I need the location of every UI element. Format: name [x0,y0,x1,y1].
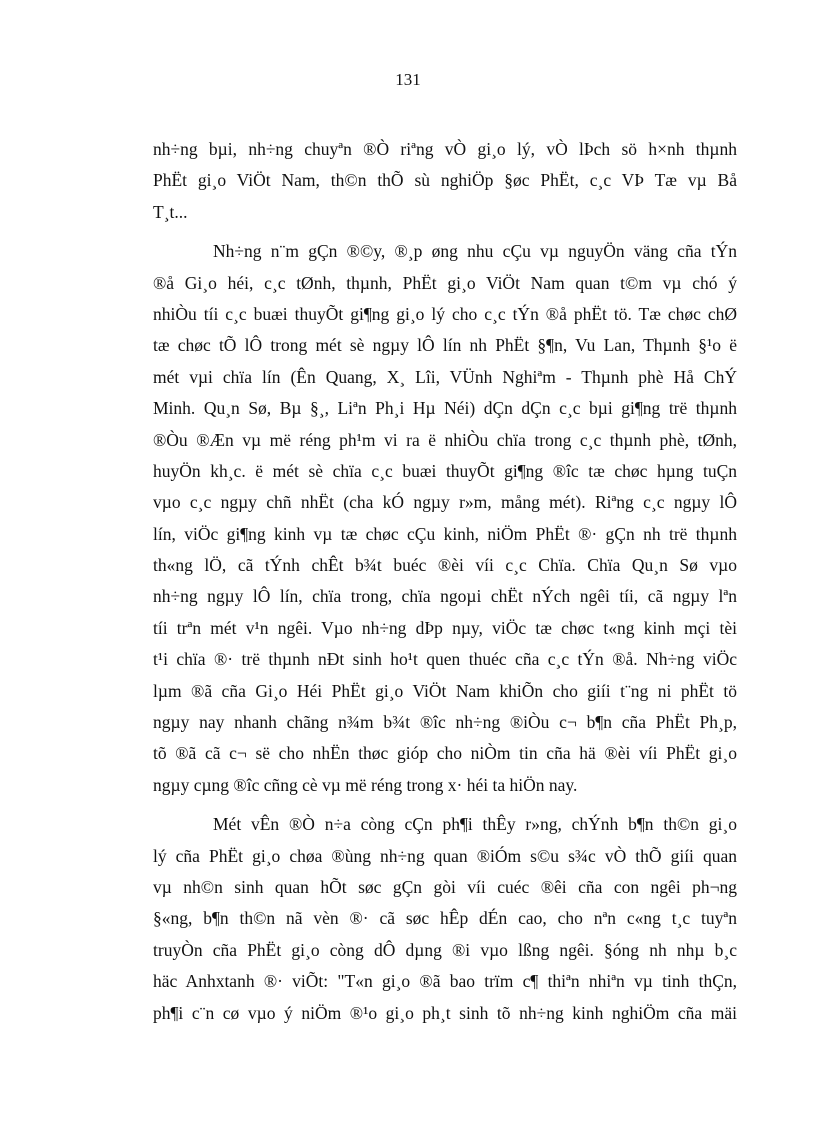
text-line: nh÷ng ngµy lÔ lín, chïa trong, chïa ngoµi chËt nÝch ngêi tíi, cã ngµy lªn [153,586,737,607]
text-line: th«ng lÖ, cã tÝnh chÊt b¾t buéc ®èi víi c¸c Chïa. Chïa Qu¸n Sø vµo [153,555,737,576]
page-number: 131 [395,70,421,89]
text-line: ngµy nay nhanh chãng n¾m b¾t ®îc nh÷ng ®iÒu c¬ b¶n cña PhËt Ph¸p, [153,712,737,733]
text-line: truyÒn cña PhËt gi¸o còng dÔ dµng ®i vµo lßng ngêi. §óng nh nhµ b¸c [153,939,737,960]
text-line: Minh. Qu¸n Sø, Bµ §¸, Liªn Ph¸i Hµ Néi) dÇn dÇn c¸c bµi gi¶ng trë thµnh [153,398,737,419]
text-line: §«ng, b¶n th©n nã vèn ®· cã søc hÊp dÉn cao, cho nªn c«ng t¸c tuyªn [153,908,737,929]
text-line: huyÖn kh¸c. ë mét sè chïa c¸c buæi thuyÕt gi¶ng ®îc tæ chøc hµng tuÇn [153,460,737,481]
text-line: lµm ®ã cña Gi¸o Héi PhËt gi¸o ViÖt Nam khiÕn cho giíi t¨ng ni phËt tö [153,680,737,701]
text-line: ®Òu ®Æn vµ më réng ph¹m vi ra ë nhiÒu chïa trong c¸c thµnh phè, tØnh, [153,429,737,450]
body-text [153,134,737,1029]
text-line: Nh÷ng n¨m gÇn ®©y, ®¸p øng nhu cÇu vµ nguyÖn väng cña tÝn [213,241,737,262]
text-line: vµo c¸c ngµy chñ nhËt (cha kÓ ngµy r»m, mång mét). Riªng c¸c ngµy lÔ [153,492,737,513]
text-line: ®å Gi¸o héi, c¸c tØnh, thµnh, PhËt gi¸o ViÖt Nam quan t©m vµ chó ý [153,272,737,293]
text-line: ngµy cµng ®îc cñng cè vµ më réng trong x· héi ta hiÖn nay. [153,774,578,795]
text-line: PhËt gi¸o ViÖt Nam, th©n thÕ sù nghiÖp §øc PhËt, c¸c VÞ Tæ vµ Bå [153,170,737,191]
text-line: tæ chøc tÕ lÔ trong mét sè ngµy lÔ lín nh PhËt §¶n, Vu Lan, Thµnh §¹o ë [153,335,737,356]
text-line: mét vµi chïa lín (Ên Quang, X¸ Lîi, VÜnh Nghiªm - Thµnh phè Hå ChÝ [153,366,737,387]
text-line: häc Anhxtanh ®· viÕt: "T«n gi¸o ®ã bao trïm c¶ thiªn nhiªn vµ tinh thÇn, [153,971,737,992]
text-line: tõ ®ã cã c¬ së cho nhËn thøc gióp cho niÒm tin cña hä ®èi víi PhËt gi¸o [153,743,737,764]
text-line: lín, viÖc gi¶ng kinh vµ tæ chøc cÇu kinh, niÖm PhËt ®· gÇn nh trë thµnh [153,523,737,544]
text-line: tíi trªn mét v¹n ngêi. Vµo nh÷ng dÞp nµy, viÖc tæ chøc t«ng kinh mçi tèi [153,617,737,638]
text-line: ph¶i c¨n cø vµo ý niÖm ®¹o gi¸o ph¸t sinh tõ nh÷ng kinh nghiÖm cña mäi [153,1002,737,1023]
text-line: lý cña PhËt gi¸o chøa ®ùng nh÷ng quan ®iÓm s©u s¾c vÒ thÕ giíi quan [153,845,737,866]
text-line: T¸t... [153,201,188,222]
text-line: t¹i chïa ®· trë thµnh nÐt sinh ho¹t quen thuéc cña c¸c tÝn ®å. Nh÷ng viÖc [153,649,737,670]
text-line: nhiÒu tíi c¸c buæi thuyÕt gi¶ng gi¸o lý cho c¸c tÝn ®å phËt tö. Tæ chøc chØ [153,303,737,324]
text-line: nh÷ng bµi, nh÷ng chuyªn ®Ò riªng vÒ gi¸o lý, vÒ lÞch sö h×nh thµnh [153,139,737,159]
text-line: vµ nh©n sinh quan hÕt søc gÇn gòi víi cuéc ®êi cña con ngêi ph¬ng [153,876,737,897]
text-line: Mét vÊn ®Ò n÷a còng cÇn ph¶i thÊy r»ng, chÝnh b¶n th©n gi¸o [213,814,737,835]
